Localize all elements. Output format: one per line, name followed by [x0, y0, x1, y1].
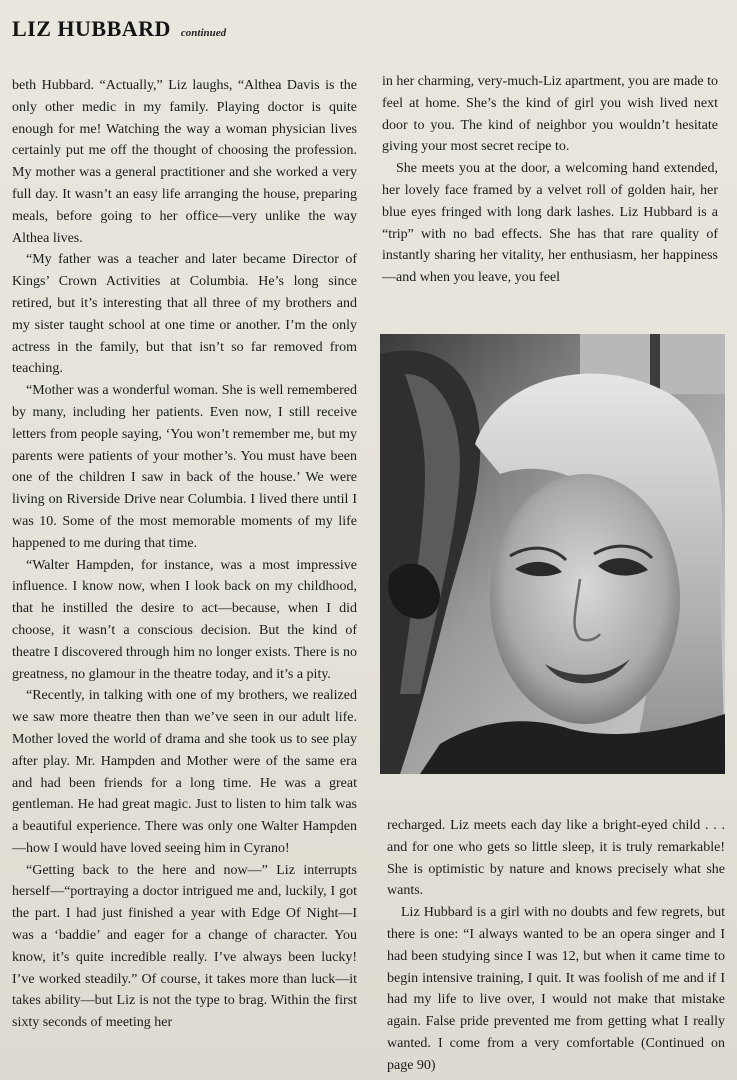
- paragraph: “Mother was a wonderful woman. She is well remembered by many, including her patients. Even now, I still receive letters from people saying, ‘You won’t remember me, but my parents were patients of your mother’s. You must have been one of the children I saw in back of the house.’ We were living on Riverside Drive near Columbia. I lived there until I was 10. Some of the most memorable moments of my life happened to me during that time.: [12, 383, 357, 551]
- paragraph: recharged. Liz meets each day like a bright-eyed child . . . and for one who gets so little sleep, it is truly remarkable! She is optimistic by nature and knows precisely what she wants.: [387, 818, 725, 899]
- right-column-top: [382, 71, 718, 289]
- paragraph: “My father was a teacher and later became Director of Kings’ Crown Activities at Columbia. He’s long since retired, but it’s interesting that all three of my brothers and my sister taught school at one time or another. I’m the only actress in the family, but that isn’t so far removed from teaching.: [12, 252, 357, 377]
- page-header: [12, 16, 226, 42]
- paragraph: “Walter Hampden, for instance, was a most impressive influence. I know now, when I look back on my childhood, that he instilled the desire to act—because, when I did choose, it wasn’t a conscious decision. But the kind of theatre I discovered through him no longer exists. There is no greatness, no glamour in the theatre today, and it’s a pity.: [12, 557, 357, 682]
- paragraph: in her charming, very-much-Liz apartment, you are made to feel at home. She’s the kind of girl you wish lived next door to you. The kind of neighbor you wouldn’t hesitate giving your most secret recipe to.: [382, 74, 718, 155]
- right-column-bottom: [387, 815, 725, 1077]
- portrait-illustration: [380, 334, 725, 774]
- paragraph: “Getting back to the here and now—” Liz interrupts herself—“portraying a doctor intrigued me and, luckily, I got the part. I had just finished a year with Edge Of Night—I was a ‘baddie’ and eager for a change of character. You know, it’s quite incredible really. I’ve always been lucky! I’ve worked steadily.” Of course, it takes more than luck—it takes ability—but Liz is not the type to brag. Within the first sixty seconds of meeting her: [12, 862, 357, 1031]
- continued-label: continued: [180, 27, 227, 39]
- paragraph: Liz Hubbard is a girl with no doubts and few regrets, but there is one: “I always wanted to be an opera singer and I had been studying since I was 12, but when it came time to begin intensive training, I quit. It was foolish of me and if I had my life to live over, I would not make that mistake again. False pride prevented me from getting what I really wanted. I come from a very comfortable (Continued on page 90): [387, 905, 725, 1073]
- paragraph: “Recently, in talking with one of my brothers, we realized we saw more theatre then than we’ve seen in our adult life. Mother loved the world of drama and she took us to see play after play. Mr. Hampden and Mother were of the same era and had been friends for a long time. He was a great gentleman. He had great magic. Just to listen to him talk was a beautiful experience. There was only one Walter Hampden—how I would have loved seeing him in Cyrano!: [12, 688, 357, 856]
- paragraph: She meets you at the door, a welcoming hand extended, her lovely face framed by a velvet roll of golden hair, her blue eyes fringed with long dark lashes. Liz Hubbard is a “trip” with no bad effects. She has that rare quality of instantly sharing her vitality, her enthusiasm, her happiness—and when you leave, you feel: [382, 161, 718, 286]
- portrait-photo: [380, 334, 725, 774]
- left-column: [12, 75, 357, 1034]
- article-title: LIZ HUBBARD: [12, 16, 171, 41]
- paragraph: beth Hubbard. “Actually,” Liz laughs, “Althea Davis is the only other medic in my family. Playing doctor is quite enough for me! Watching the way a woman physician lives certainly put me off the thought of choosing the profession. My mother was a general practitioner and she worked a very full day. It wasn’t an easy life arranging the house, preparing meals, before going to her office—very unlike the way Althea lives.: [12, 78, 357, 246]
